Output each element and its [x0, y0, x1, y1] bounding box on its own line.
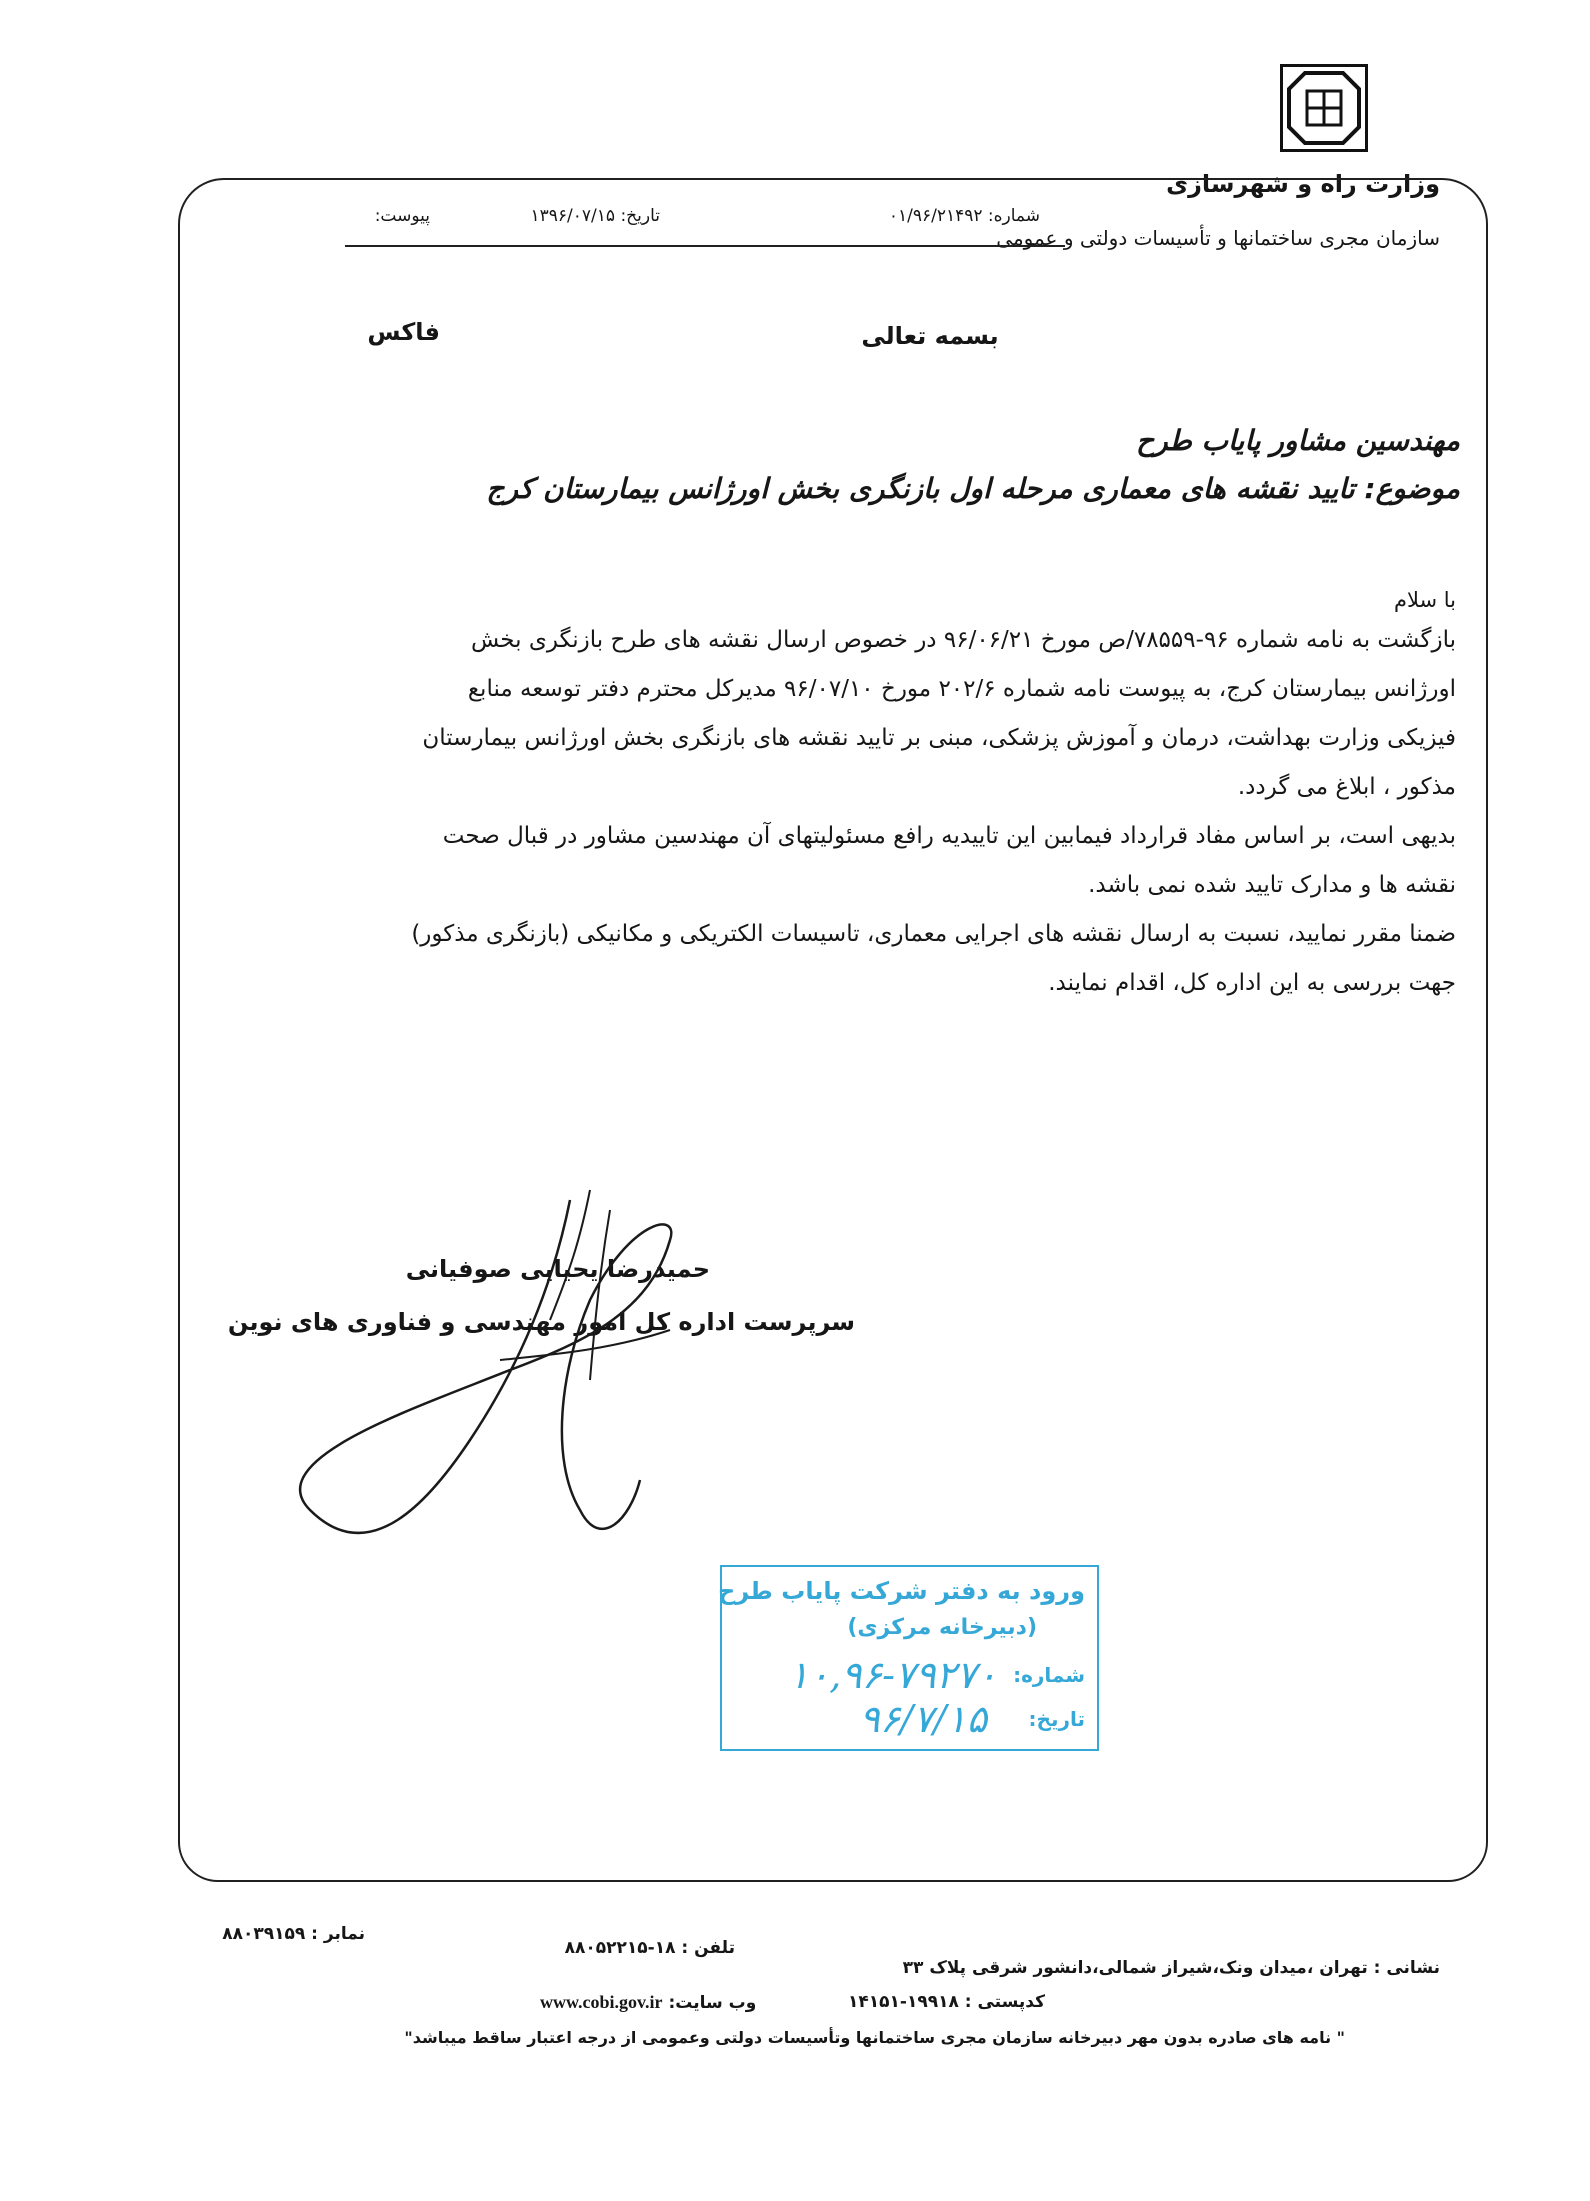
stamp-title: ورود به دفتر شرکت پایاب طرح [718, 1577, 1085, 1605]
signatory-name: حمیدرضا یحیایی صوفیانی [405, 1255, 710, 1283]
body-line: ضمنا مقرر نمایید، نسبت به ارسال نقشه های اجرایی معماری، تاسیسات الکتریکی و مکانیکی (بازنگری مذکور) [411, 921, 1456, 947]
invocation: بسمه تعالی [861, 322, 999, 350]
handwritten-signature [250, 1180, 730, 1580]
body-line: بدیهی است، بر اساس مفاد قرارداد فیمابین این تاییدیه رافع مسئولیتهای آن مهندسین مشاور در قبال صحت [442, 823, 1456, 849]
received-stamp [720, 1565, 1099, 1751]
footer-fax: نمابر : ۸۸۰۳۹۱۵۹ [222, 1924, 365, 1944]
footer-website [540, 1992, 756, 2013]
ministry-emblem-icon [1283, 67, 1365, 149]
recipient: مهندسین مشاور پایاب طرح [1136, 424, 1460, 457]
footer-address: نشانی : تهران ،میدان ونک،شیراز شمالی،دانشور شرقی پلاک ۳۳ [902, 1958, 1440, 1978]
header-divider [345, 245, 1065, 247]
ministry-name: وزارت راه و شهرسازی [1166, 170, 1440, 198]
attachment-label: پیوست: [374, 206, 430, 226]
reference-number-value: ۰۱/۹۶/۲۱۴۹۲ [888, 206, 983, 226]
signatory-title: سرپرست اداره کل امور مهندسی و فناوری های نوین [227, 1308, 855, 1336]
letter-body [286, 616, 1456, 1008]
body-line: نقشه ها و مدارک تایید شده نمی باشد. [1088, 872, 1456, 898]
reference-date [480, 206, 660, 226]
footer-notice: " نامه های صادره بدون مهر دبیرخانه سازمان مجری ساختمانها وتأسیسات دولتی وعمومی از درجه اعتبار ساقط میباشد" [404, 2028, 1345, 2047]
footer-phone: تلفن : ۱۸-۸۸۰۵۲۲۱۵ [564, 1938, 735, 1958]
stamp-date-label: تاریخ: [1028, 1707, 1085, 1731]
stamp-number-label: شماره: [1013, 1663, 1085, 1687]
body-line: فیزیکی وزارت بهداشت، درمان و آموزش پزشکی، مبنی بر تایید نقشه های بازنگری بخش اورژانس بیمارستان [422, 725, 1456, 751]
stamp-number-value: ۱۰,۹۶-۷۹۲۷۰ [788, 1653, 997, 1697]
stamp-subtitle: (دبیرخانه مرکزی) [847, 1615, 1037, 1640]
footer-website-label: وب سایت: [668, 1993, 757, 2013]
organization-name: سازمان مجری ساختمانها و تأسیسات دولتی و عمومی [996, 226, 1440, 250]
document-type: فاکس [367, 318, 440, 346]
body-line: مذکور ، ابلاغ می گردد. [1237, 774, 1456, 800]
ministry-logo [1280, 64, 1368, 152]
reference-number [800, 206, 1040, 226]
footer-website-url[interactable]: www.cobi.gov.ir [540, 1992, 663, 2012]
stamp-date-value: ۹۶/۷/۱۵ [859, 1697, 987, 1741]
reference-number-label: شماره: [987, 206, 1040, 226]
body-line: اورژانس بیمارستان کرج، به پیوست نامه شماره ۲۰۲/۶ مورخ ۹۶/۰۷/۱۰ مدیرکل محترم دفتر توسعه منابع [467, 676, 1456, 702]
subject: موضوع: تایید نقشه های معماری مرحله اول بازنگری بخش اورژانس بیمارستان کرج [486, 472, 1460, 505]
body-line: جهت بررسی به این اداره کل، اقدام نمایند. [1048, 970, 1456, 996]
greeting: با سلام [1393, 588, 1456, 612]
body-line: بازگشت به نامه شماره ۹۶-۷۸۵۵۹/ص مورخ ۹۶/۰۶/۲۱ در خصوص ارسال نقشه های طرح بازنگری بخش [470, 627, 1456, 653]
reference-date-label: تاریخ: [620, 206, 660, 226]
footer-postal-code: کدپستی : ۱۹۹۱۸-۱۴۱۵۱ [847, 1992, 1045, 2012]
reference-date-value: ۱۳۹۶/۰۷/۱۵ [530, 206, 616, 226]
